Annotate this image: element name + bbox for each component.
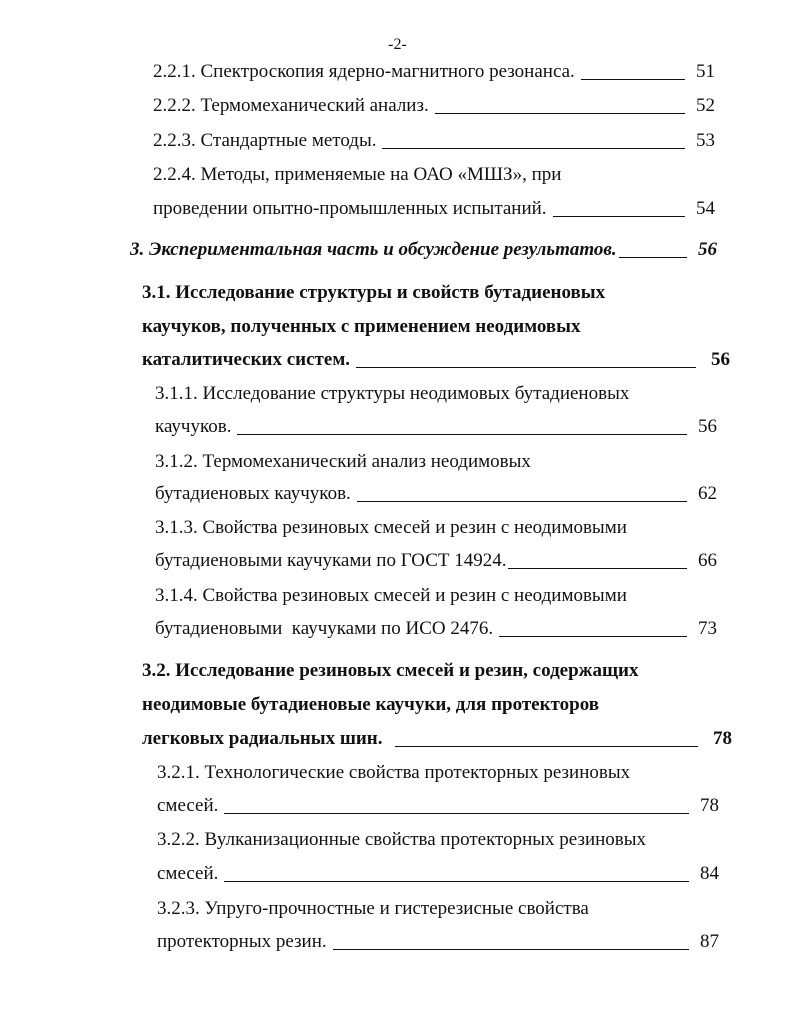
toc-leader bbox=[499, 636, 687, 637]
toc-leader bbox=[357, 501, 687, 502]
toc-entry-line: 3.1.1. Исследование структуры неодимовых бутадиеновых bbox=[155, 383, 630, 404]
toc-entry-title: проведении опытно-промышленных испытаний. bbox=[153, 198, 547, 219]
toc-entry-title: каучуков. bbox=[155, 416, 232, 437]
toc-section-line: 3.1. Исследование структуры и свойств бутадиеновых bbox=[142, 282, 606, 303]
toc-leader bbox=[553, 216, 685, 217]
toc-entry bbox=[157, 794, 719, 818]
toc-entry-line: 3.1.3. Свойства резиновых смесей и резин с неодимовыми bbox=[155, 517, 627, 538]
toc-entry-line: 3.1.2. Термомеханический анализ неодимовых bbox=[155, 451, 531, 472]
toc-entry bbox=[157, 862, 719, 886]
toc-leader bbox=[581, 79, 685, 80]
toc-leader bbox=[395, 746, 698, 747]
toc-entry bbox=[153, 129, 715, 153]
toc-page-number: 78 bbox=[700, 795, 719, 816]
toc-leader bbox=[356, 367, 696, 368]
toc-entry-title: смесей. bbox=[157, 863, 219, 884]
toc-page-number: 73 bbox=[698, 618, 717, 639]
toc-entry-title: 2.2.1. Спектроскопия ядерно-магнитного резонанса. bbox=[153, 61, 575, 82]
toc-section-title: легковых радиальных шин. bbox=[142, 728, 383, 749]
toc-page-number: 54 bbox=[696, 198, 715, 219]
toc-leader bbox=[224, 813, 689, 814]
toc-entry-title: 2.2.2. Термомеханический анализ. bbox=[153, 95, 429, 116]
toc-section-title: каталитических систем. bbox=[142, 349, 351, 370]
toc-entry-title: смесей. bbox=[157, 795, 219, 816]
toc-entry-line: 3.1.4. Свойства резиновых смесей и резин с неодимовыми bbox=[155, 585, 627, 606]
toc-page-number: 51 bbox=[696, 61, 715, 82]
toc-entry-title: бутадиеновыми каучуками по ГОСТ 14924. bbox=[155, 550, 507, 571]
toc-page-number: 56 bbox=[698, 239, 717, 260]
toc-entry-line: 3.2.3. Упруго-прочностные и гистерезисные свойства bbox=[157, 898, 589, 919]
toc-page-number: 62 bbox=[698, 483, 717, 504]
toc-page-number: 78 bbox=[713, 728, 732, 749]
toc-page-number: 84 bbox=[700, 863, 719, 884]
toc-section bbox=[142, 727, 732, 751]
toc-entry bbox=[153, 197, 715, 221]
toc-section-line: неодимовые бутадиеновые каучуки, для протекторов bbox=[142, 694, 599, 715]
toc-page-number: 56 bbox=[711, 349, 730, 370]
toc-entry bbox=[157, 930, 719, 954]
toc-section bbox=[142, 348, 730, 372]
toc-leader bbox=[333, 949, 689, 950]
page-number: -2- bbox=[388, 36, 407, 53]
toc-leader bbox=[508, 568, 687, 569]
toc-entry bbox=[153, 94, 715, 118]
toc-entry-line: 3.2.1. Технологические свойства протекторных резиновых bbox=[157, 762, 631, 783]
toc-section-line: каучуков, полученных с применением неодимовых bbox=[142, 316, 581, 337]
toc-chapter bbox=[130, 238, 717, 262]
toc-entry-title: протекторных резин. bbox=[157, 931, 327, 952]
toc-leader bbox=[224, 881, 689, 882]
toc-leader bbox=[435, 113, 685, 114]
toc-leader bbox=[237, 434, 687, 435]
toc-page-number: 56 bbox=[698, 416, 717, 437]
toc-entry-title: 2.2.3. Стандартные методы. bbox=[153, 130, 377, 151]
toc-page-number: 52 bbox=[696, 95, 715, 116]
toc-leader bbox=[619, 257, 687, 258]
toc-entry bbox=[155, 617, 717, 641]
toc-entry bbox=[155, 549, 717, 573]
toc-entry-title: бутадиеновых каучуков. bbox=[155, 483, 351, 504]
toc-entry bbox=[155, 482, 717, 506]
toc-page-number: 87 bbox=[700, 931, 719, 952]
toc-leader bbox=[382, 148, 685, 149]
toc-entry bbox=[155, 415, 717, 439]
toc-page-number: 53 bbox=[696, 130, 715, 151]
toc-chapter-title: 3. Экспериментальная часть и обсуждение результатов. bbox=[130, 239, 617, 260]
toc-entry-line: 2.2.4. Методы, применяемые на ОАО «МШЗ», при bbox=[153, 164, 562, 185]
toc-entry-line: 3.2.2. Вулканизационные свойства протекторных резиновых bbox=[157, 829, 647, 850]
toc-entry-title: бутадиеновыми каучуками по ИСО 2476. bbox=[155, 618, 494, 639]
toc-entry bbox=[153, 60, 715, 84]
toc-page-number: 66 bbox=[698, 550, 717, 571]
toc-section-line: 3.2. Исследование резиновых смесей и резин, содержащих bbox=[142, 660, 639, 681]
